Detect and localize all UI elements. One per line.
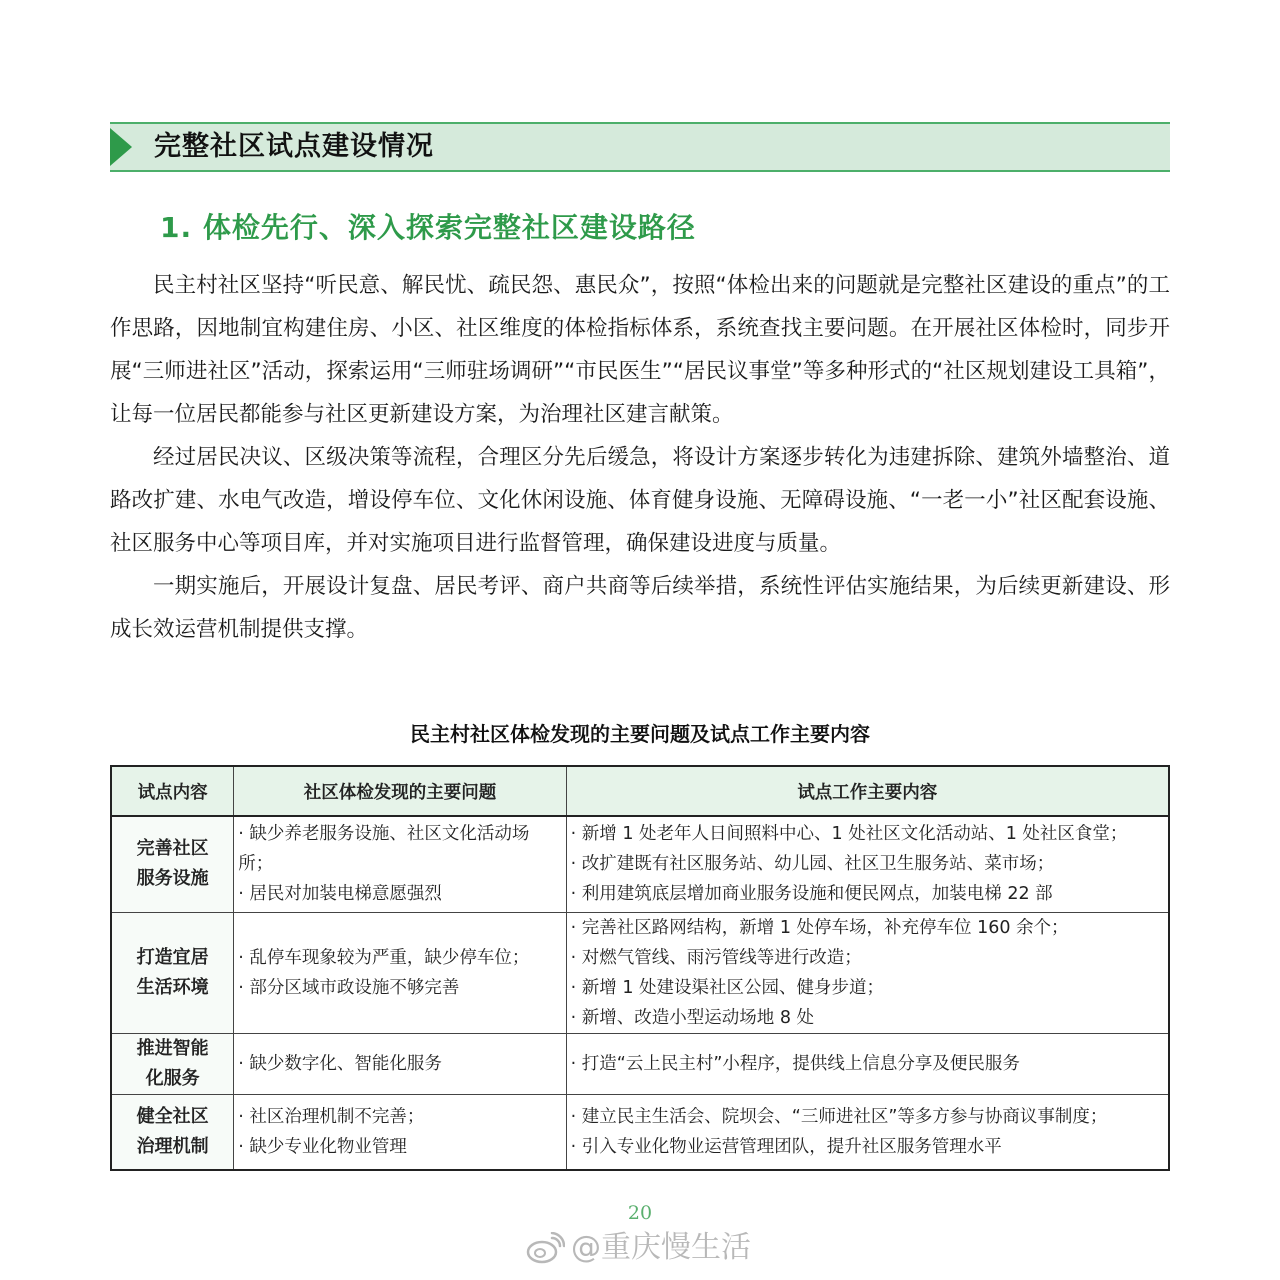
subheading: 1. 体检先行、深入探索完整社区建设路径 (160, 211, 696, 244)
problem-item: · 缺少专业化物业管理 (238, 1136, 407, 1157)
problems-cell (234, 816, 566, 912)
problem-item: · 社区治理机制不完善； (238, 1106, 425, 1127)
action-item: · 改扩建既有社区服务站、幼儿园、社区卫生服务站、菜市场； (570, 854, 1055, 875)
column-header: 社区体检发现的主要问题 (234, 766, 566, 816)
problems-cell (234, 912, 566, 1033)
category-line: 健全社区 (136, 1105, 209, 1127)
category-line: 治理机制 (136, 1135, 209, 1157)
banner-arrow-icon (110, 124, 132, 170)
category-line: 打造宜居 (136, 946, 209, 968)
weibo-icon (525, 1232, 565, 1264)
problem-item: · 乱停车现象较为严重，缺少停车位； (238, 947, 530, 968)
category-cell (111, 1033, 234, 1094)
data-table (110, 765, 1170, 1171)
problems-cell (234, 1094, 566, 1170)
table-header-row (111, 766, 1169, 816)
category-line: 化服务 (145, 1067, 200, 1089)
action-item: · 完善社区路网结构，新增 1 处停车场，补充停车位 160 余个； (570, 917, 1069, 938)
action-item: · 打造“云上民主村”小程序，提供线上信息分享及便民服务 (570, 1053, 1020, 1074)
actions-cell (566, 912, 1169, 1033)
action-item: · 新增 1 处老年人日间照料中心、1 处社区文化活动站、1 处社区食堂； (570, 824, 1128, 845)
problem-item: · 缺少养老服务设施、社区文化活动场所； (238, 824, 530, 875)
section-title: 完整社区试点建设情况 (154, 131, 434, 162)
table-row (111, 1094, 1169, 1170)
body-text (110, 264, 1170, 651)
actions-cell (566, 1094, 1169, 1170)
category-cell (111, 1094, 234, 1170)
paragraph-1: 民主村社区坚持“听民意、解民忧、疏民怨、惠民众”，按照“体检出来的问题就是完整社区建设的重点”的工作思路，因地制宜构建住房、小区、社区维度的体检指标体系，系统查找主要问题。在开展社区体检时，同步开展“三师进社区”活动，探索运用“三师驻场调研”“市民医生”“居民议事堂”等多种形式的“社区规划建设工具箱”，让每一位居民都能参与社区更新建设方案，为治理社区建言献策。 (110, 273, 1170, 427)
watermark (525, 1228, 751, 1268)
section-banner (110, 122, 1170, 172)
category-line: 服务设施 (136, 868, 209, 890)
paragraph-3: 一期实施后，开展设计复盘、居民考评、商户共商等后续举措，系统性评估实施结果，为后续更新建设、形成长效运营机制提供支撑。 (110, 574, 1170, 642)
problems-cell (234, 1033, 566, 1094)
watermark-text: @重庆慢生活 (571, 1230, 751, 1265)
category-cell (111, 816, 234, 912)
action-item: · 利用建筑底层增加商业服务设施和便民网点，加装电梯 22 部 (570, 884, 1053, 905)
problem-item: · 缺少数字化、智能化服务 (238, 1053, 442, 1074)
action-item: · 新增、改造小型运动场地 8 处 (570, 1007, 815, 1028)
column-header: 试点内容 (111, 766, 234, 816)
table-caption: 民主村社区体检发现的主要问题及试点工作主要内容 (410, 722, 870, 746)
table-row (111, 912, 1169, 1033)
paragraph-2: 经过居民决议、区级决策等流程，合理区分先后缓急，将设计方案逐步转化为违建拆除、建筑外墙整治、道路改扩建、水电气改造，增设停车位、文化休闲设施、体育健身设施、无障碍设施、“一老一小”社区配套设施、社区服务中心等项目库，并对实施项目进行监督管理，确保建设进度与质量。 (110, 445, 1170, 556)
action-item: · 对燃气管线、雨污管线等进行改造； (570, 947, 862, 968)
category-line: 完善社区 (136, 838, 209, 860)
table-row (111, 816, 1169, 912)
column-header: 试点工作主要内容 (566, 766, 1169, 816)
actions-cell (566, 1033, 1169, 1094)
action-item: · 新增 1 处建设渠社区公园、健身步道； (570, 977, 885, 998)
action-item: · 引入专业化物业运营管理团队，提升社区服务管理水平 (570, 1136, 1002, 1157)
page-number: 20 (627, 1202, 653, 1224)
category-line: 生活环境 (136, 976, 209, 998)
actions-cell (566, 816, 1169, 912)
problem-item: · 部分区域市政设施不够完善 (238, 977, 460, 998)
category-cell (111, 912, 234, 1033)
category-line: 推进智能 (136, 1037, 209, 1059)
table-row (111, 1033, 1169, 1094)
action-item: · 建立民主生活会、院坝会、“三师进社区”等多方参与协商议事制度； (570, 1106, 1108, 1127)
problem-item: · 居民对加装电梯意愿强烈 (238, 884, 442, 905)
